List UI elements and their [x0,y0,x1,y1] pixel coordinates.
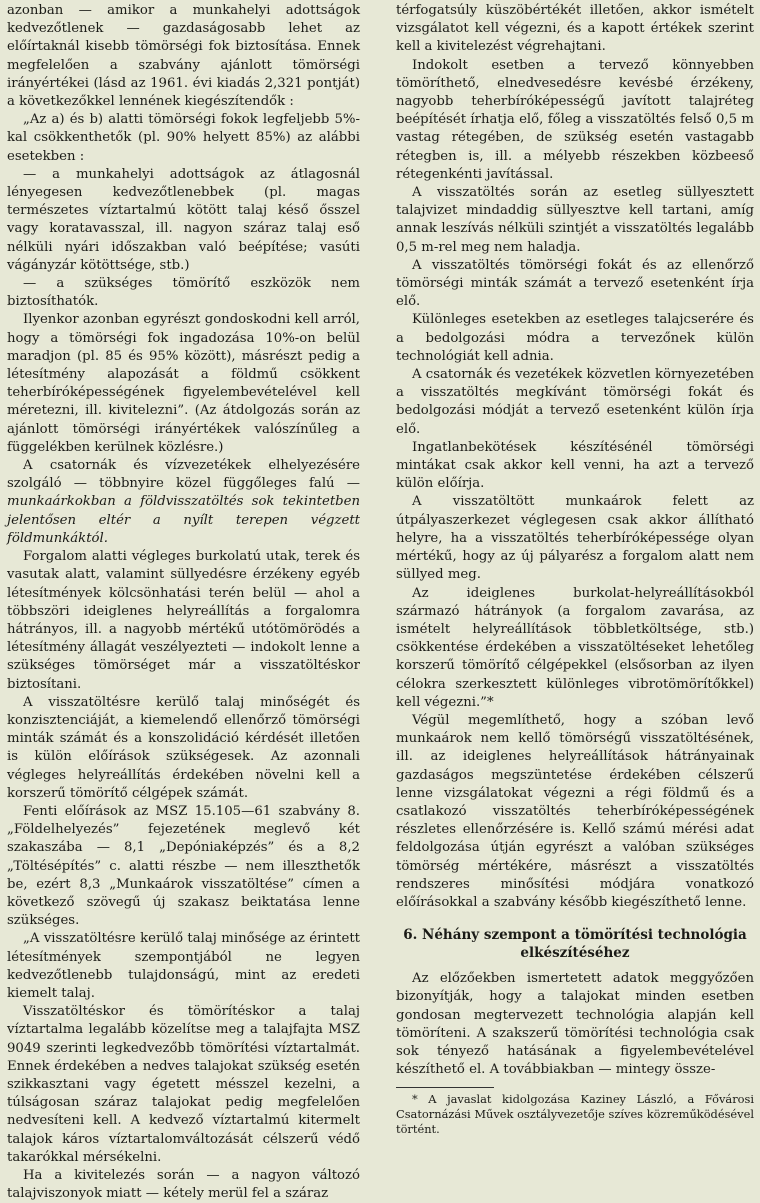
paragraph: Indokolt esetben a tervező könnyebben tömöríthető, elnedvesedésre kevésbé érzékeny, nagyobb teherbíróképességű javított talajréteg beépítését írhatja elő, főleg a visszatöltés felső 0,5 m vastag rétegében, de szükség esetén vastagabb rétegben is, ill. a mélyebb részekben közbeeső rétegenkénti javítással. [396,57,754,182]
list-item: — a szükséges tömörítő eszközök nem biztosíthatók. [7,276,360,310]
footnote-divider [396,1087,494,1088]
paragraph: A csatornák és vezetékek közvetlen környezetében a visszatöltés megkívánt tömörségi fokát és bedolgozási módját a tervező esetenként külön írja elő. [396,367,754,437]
paragraph: A visszatöltött munkaárok felett az útpályaszerkezet véglegesen csak akkor állítható helyre, ha a visszatöltés teherbíróképessége olyan mértékű, hogy az új pályarész a forgalom alatt nem süllyed meg. [396,494,754,583]
paragraph: térfogatsúly küszöbértékét illetően, akkor ismételt vizsgálatot kell végezni, és a kapott értékek szerint kell a kivitelezést végrehajtani. [396,3,754,55]
paragraph: Az ideiglenes burkolat-helyreállításokból származó hátrányok (a forgalom zavarása, az ismételt helyreállítások többletköltsége, stb.) csökkentése érdekében a visszatöltéseket lehetőleg korszerű tömörítő célgépekkel (elsősorban az ilyen célokra szerkesztett különleges vibrotömörítőkkel) kell végezni.”* [396,585,754,710]
left-column [7,2,360,1203]
paragraph [7,457,360,548]
paragraph: Forgalom alatti végleges burkolatú utak, terek és vasutak alatt, valamint süllyedésre érzékeny egyéb létesítmények kölcsönhatási terén belül — ahol a többszöri ideiglenes helyreállítás a forgalomra hátrányos, ill. a nagyobb mértékű utótömörödés a létesítmény állagát veszélyezteti — indokolt lenne a szükséges tömörséget már a visszatöltéskor biztosítani. [7,549,360,692]
right-column [396,2,754,1137]
list-item: — a munkahelyi adottságok az átlagosnál lényegesen kedvezőtlenebbek (pl. magas természetes víztartalmú kötött talaj késő ősszel vagy koratavasszal, ill. nagyon száraz talaj eső nélküli nyári időszakban való beépítése; vasúti vágányzár kötöttsége, stb.) [7,166,360,273]
paragraph: A visszatöltés tömörségi fokát és az ellenőrző tömörségi minták számát a tervező esetenként írja elő. [396,257,754,310]
paragraph: Fenti előírások az MSZ 15.105—61 szabvány 8. „Földelhelyezés” fejezetének meglevő két szakaszába — 8,1 „Depóniaképzés” és a 8,2 „Töltésépítés” c. alatti részbe — nem illeszthetők be, ezért 8,3 „Munkaárok visszatöltése” címen a következő szövegű új szakasz beiktatása lenne szükséges. [7,803,360,929]
paragraph: azonban — amikor a munkahelyi adottságok kedvezőtlenek — gazdaságosabb lehet az előírtaknál kisebb tömörségi fok biztosítása. Ennek megfelelően a szabvány ajánlott tömörségi irányértékei (lásd az 1961. évi kiadás 2,321 pontját) a következőkkel lennének kiegészítendők : [7,3,360,110]
paragraph: Végül megemlíthető, hogy a szóban levő munkaárok nem kellő tömörségű visszatöltésének, ill. az ideiglenes helyreállítások hátrányainak gazdaságos megszüntetése érdekében célszerű lenne vizsgálatokat végezni a régi földmű és a csatlakozó visszatöltés teherbíróképességének részletes ellenőrzésére is. Kellő számú mérési adat feldolgozása útján egyrészt a valóban szükséges tömörség mértékére, másrészt a visszatöltés rendszeres minősítési módjára vonatkozó előírásokkal a szabvány később kiegészíthető lenne. [396,712,754,910]
paragraph: Különleges esetekben az esetleges talajcserére és a bedolgozási módra a tervezőnek külön technológiát kell adnia. [396,312,754,364]
paragraph: Ingatlanbekötések készítésénél tömörségi mintákat csak akkor kell venni, ha azt a tervező külön előírja. [396,439,754,492]
paragraph: A visszatöltés során az esetleg süllyesztett talajvizet mindaddig süllyesztve kell tartani, amíg annak leszívás nélküli szintjét a visszatöltés legalább 0,5 m-rel meg nem haladja. [396,185,754,255]
paragraph-text: A csatornák és vízvezetékek elhelyezésére szolgáló — többnyire közel függőleges falú — [7,458,360,492]
paragraph: Az előzőekben ismertetett adatok meggyőzően bizonyítják, hogy a talajokat minden esetben gondosan megtervezett technológia alapján kell tömöríteni. A szakszerű tömörítési technológia csak sok tényező hatásának a figyelembevételével készíthető el. A továbbiakban — mintegy össze- [396,971,754,1078]
paragraph: Visszatöltéskor és tömörítéskor a talaj víztartalma legalább közelítse meg a talajfajta MSZ 9049 szerinti legkedvezőbb tömörítési víztartalmát. Ennek érdekében a nedves talajokat szükség esetén szikkasztani vagy égetett mésszel kezelni, a túlságosan száraz talajokat pedig megfelelően nedvesíteni kell. A kedvező víztartalmú kitermelt talajok káros víztartalomváltozását célszerű védő takarókkal mérsékelni. [7,1004,360,1165]
section-heading: 6. Néhány szempont a tömörítési technológia elkészítéséhez [403,927,747,962]
paragraph: Ilyenkor azonban egyrészt gondoskodni kell arról, hogy a tömörségi fok ingadozása 10%-on belül maradjon (pl. 85 és 95% között), másrészt pedig a létesítmény alapozását a földmű csökkent teherbíróképességének figyelembevételével kell méretezni, ill. kivitelezni”. (Az átdolgozás során az ajánlott tömörségi irányértékek valószínűleg a függelékben kerülnek közlésre.) [7,312,360,455]
quoted-paragraph: „A visszatöltésre kerülő talaj minősége az érintett létesítmények szempontjából ne legyen kedvezőtlenebb tulajdonságú, mint az eredeti kiemelt talaj. [7,931,360,1001]
quoted-paragraph: „Az a) és b) alatti tömörségi fokok legfeljebb 5%-kal csökkenthetők (pl. 90% helyett 85%) az alábbi esetekben : [7,112,360,164]
footnote: * A javaslat kidolgozása Kaziney László, a Fővárosi Csatornázási Művek osztályvezetője szíves közreműködésével történt. [396,1092,754,1137]
emphasized-text: munkaárkokban a földvisszatöltés sok tekintetben jelentősen eltér a nyílt terepen végzett földmunkáktól. [7,494,360,546]
paragraph: A visszatöltésre kerülő talaj minőségét és konzisztenciáját, a kiemelendő ellenőrző tömörségi minták számát és a konszolidáció kérdését illetően is külön előírások szükségesek. Az azonnali végleges helyreállítás érdekében növelni kell a korszerű tömörítő célgépek számát. [7,694,360,801]
paragraph: Ha a kivitelezés során — a nagyon változó talajviszonyok miatt — kétely merül fel a száraz [7,1168,360,1202]
